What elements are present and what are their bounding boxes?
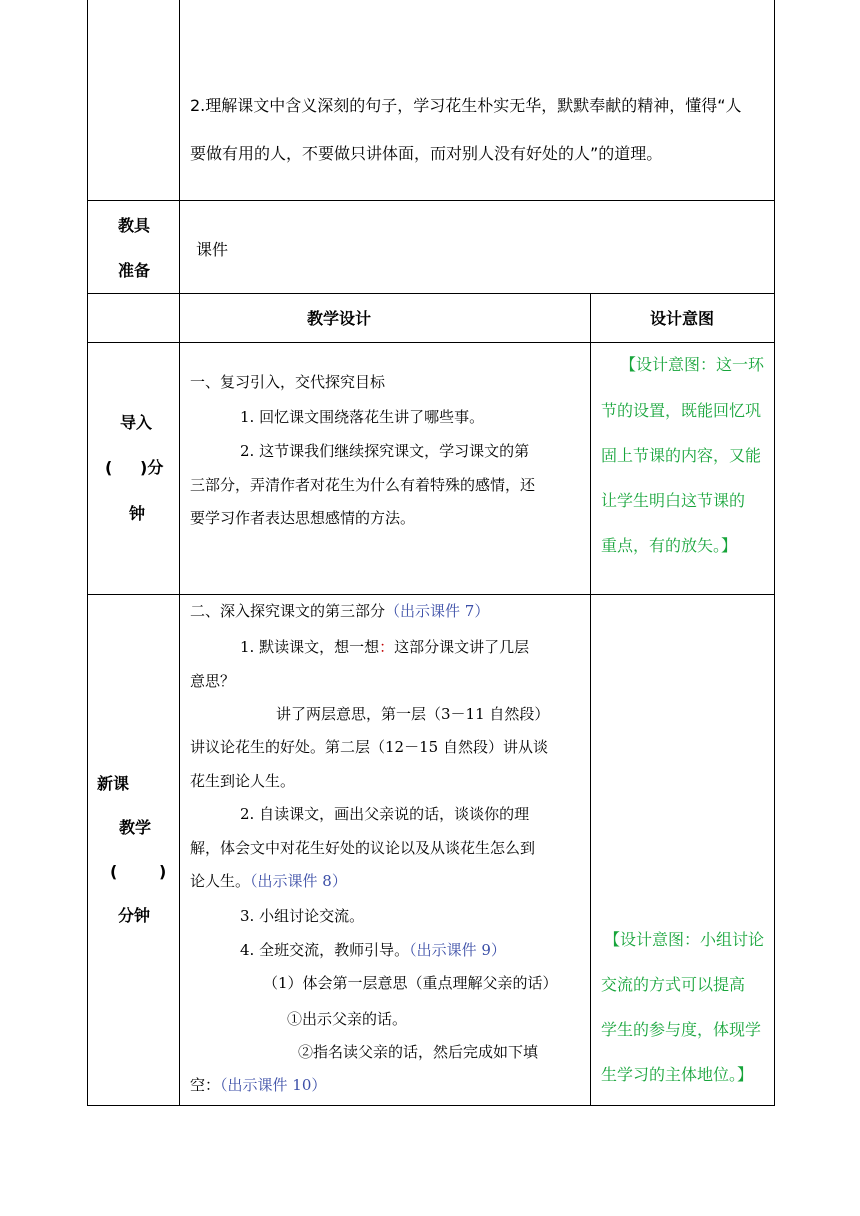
table-row-divider	[87, 293, 775, 294]
lesson-line: 解，体会文中对花生好处的议论以及从谈花生怎么到	[190, 839, 536, 857]
design-header: 教学设计	[307, 309, 372, 328]
lesson-line: 3. 小组讨论交流。	[240, 907, 365, 925]
intro-label: (	[105, 458, 113, 477]
lesson-line	[240, 943, 506, 958]
table-border-right	[774, 0, 775, 1106]
table-row-divider	[87, 200, 775, 201]
tools-label: 准备	[118, 261, 151, 280]
table-divider-intent-column	[590, 293, 591, 1106]
newlesson-label: )	[159, 862, 167, 881]
lesson-line	[190, 874, 347, 889]
lesson-line-text: 1. 默读课文，想一想	[240, 638, 380, 656]
courseware-ref: （出示课件 8）	[250, 872, 347, 890]
intro-label: 钟	[129, 504, 146, 523]
section-title	[190, 604, 489, 619]
intro-intent-line: 节的设置，既能回忆巩	[601, 401, 762, 420]
lesson-line	[190, 1078, 326, 1093]
newlesson-label: 新课	[97, 774, 130, 793]
intro-label: )分	[140, 458, 164, 477]
courseware-ref: （出示课件 7）	[385, 602, 490, 620]
lesson-line-colon: ：	[379, 638, 395, 656]
objective-line: 要做有用的人，不要做只讲体面，而对别人没有好处的人”的道理。	[190, 144, 663, 163]
courseware-ref: （出示课件 10）	[220, 1076, 327, 1094]
tools-label: 教具	[118, 216, 151, 235]
newlesson-intent-line: 学生的参与度，体现学	[601, 1020, 762, 1039]
lesson-line: （1）体会第一层意思（重点理解父亲的话）	[263, 974, 558, 992]
tools-value: 课件	[196, 240, 229, 259]
newlesson-intent-line: 生学习的主体地位。】	[601, 1065, 754, 1084]
lesson-line: 讲议论花生的好处。第二层（12－15 自然段）讲从谈	[190, 738, 548, 756]
intro-line: 1. 回忆课文围绕落花生讲了哪些事。	[240, 408, 485, 426]
intro-intent-line: 【设计意图：这一环	[620, 355, 765, 374]
intro-line: 一、复习引入，交代探究目标	[190, 373, 386, 391]
intro-intent-line: 固上节课的内容，又能	[601, 446, 762, 465]
newlesson-intent-line: 交流的方式可以提高	[601, 975, 746, 994]
newlesson-label: (	[110, 862, 118, 881]
lesson-line: 2. 自读课文，画出父亲说的话，谈谈你的理	[240, 805, 530, 823]
newlesson-label: 分钟	[118, 906, 151, 925]
intro-line: 要学习作者表达思想感情的方法。	[190, 509, 416, 527]
objective-line: 2.理解课文中含义深刻的句子，学习花生朴实无华，默默奉献的精神，懂得“人	[190, 96, 742, 115]
newlesson-intent-line: 【设计意图：小组讨论	[604, 930, 765, 949]
lesson-line: ②指名读父亲的话，然后完成如下填	[298, 1043, 539, 1061]
section-title-text: 二、深入探究课文的第三部分	[190, 602, 386, 620]
table-divider-label-column	[179, 0, 180, 1106]
lesson-line: ①出示父亲的话。	[287, 1010, 408, 1028]
courseware-ref: （出示课件 9）	[409, 941, 506, 959]
newlesson-label: 教学	[119, 818, 152, 837]
lesson-line-text: 空：	[190, 1076, 221, 1094]
lesson-line-text: 这部分课文讲了几层	[394, 638, 530, 656]
intro-line: 三部分，弄清作者对花生为什么有着特殊的感情，还	[190, 476, 536, 494]
lesson-line: 讲了两层意思，第一层（3－11 自然段）	[276, 705, 550, 723]
intro-label: 导入	[120, 413, 153, 432]
lesson-line-text: 4. 全班交流，教师引导。	[240, 941, 410, 959]
intro-intent-line: 让学生明白这节课的	[601, 491, 746, 510]
lesson-line-text: 论人生。	[190, 872, 251, 890]
intro-line: 2. 这节课我们继续探究课文，学习课文的第	[240, 442, 530, 460]
intent-header: 设计意图	[650, 309, 715, 328]
table-row-divider	[87, 594, 775, 595]
table-row-divider	[87, 342, 775, 343]
lesson-line: 花生到论人生。	[190, 772, 296, 790]
lesson-line: 意思？	[190, 672, 236, 690]
table-border-left	[87, 0, 88, 1106]
table-border-bottom	[87, 1105, 775, 1106]
lesson-line	[240, 640, 529, 655]
intro-intent-line: 重点，有的放矢。】	[601, 536, 738, 555]
